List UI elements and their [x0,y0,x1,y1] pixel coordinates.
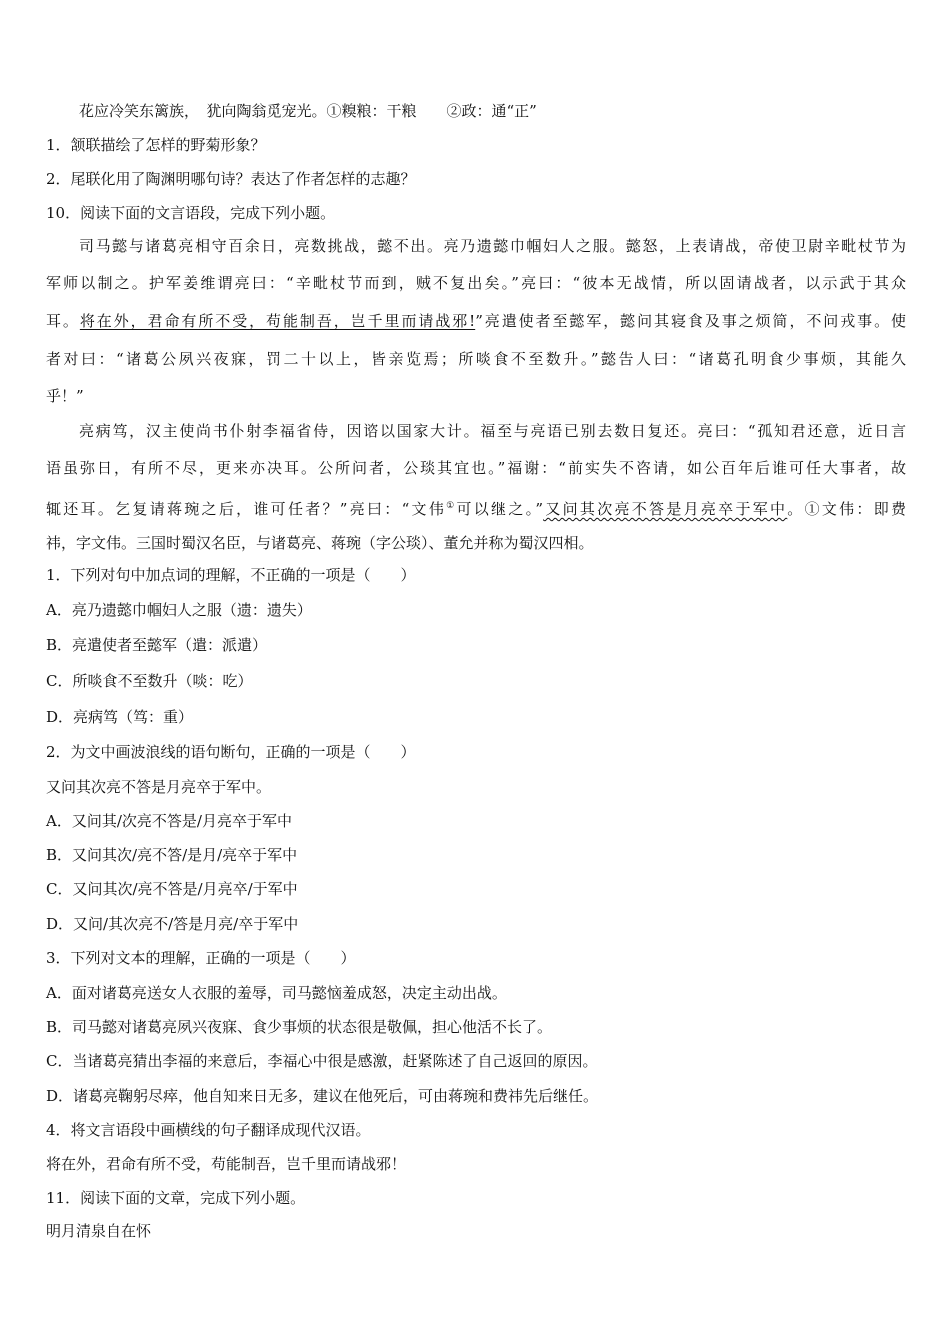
q11-heading: 11．阅读下面的文章，完成下列小题。 [46,1189,306,1207]
footnote-text: 。①文伟：即费 [787,500,906,518]
passage-text: 辄还耳。乞复请蒋琬之后，谁可任者？”亮曰：“文伟 [46,500,447,518]
passage-p2-line4: 祎，字文伟。三国时蜀汉名臣，与诸葛亮、蒋琬（字公琰）、董允并称为蜀汉四相。 [46,534,594,552]
q10-sub2-option-a: A．又问其/次亮不答是/月亮卒于军中 [46,812,292,830]
passage-p2-line2: 语虽弥日，有所不尽，更来亦决耳。公所问者，公琰其宜也。”福谢：“前实失不咨请，如公百年后谁可任大事者，故 [46,459,906,477]
poem-verse: 花应冷笑东篱族， 犹向陶翁觅宠光。 [79,102,327,120]
q10-sub1-option-c: C．所啖食不至数升（啖：吃） [46,672,253,690]
q10-sub2-sentence: 又问其次亮不答是月亮卒于军中。 [46,778,272,796]
q10-sub1-option-d: D．亮病笃（笃：重） [46,708,194,726]
passage-p1-line4: 者对曰：“诸葛公夙兴夜寐，罚二十以上，皆亲览焉；所啖食不至数升。”懿告人曰：“诸葛孔明食少事烦，其能久 [46,350,906,368]
passage-text: ”亮遣使者至懿军，懿问其寝食及事之烦简，不问戎事。使 [475,312,906,330]
passage-p2-line3 [46,495,906,520]
wavy-underlined-sentence: 又问其次亮不答是月亮卒于军中 [543,500,788,518]
passage-p1-line2: 军师以制之。护军姜维谓亮曰：“辛毗杖节而到，贼不复出矣。”亮曰：“彼本无战情，所以固请战者，以示武于其众 [46,274,906,292]
q10-sub4-sentence: 将在外，君命有所不受，苟能制吾，岂千里而请战邪！ [46,1155,407,1173]
q10-sub3-option-c: C．当诸葛亮猜出李福的来意后，李福心中很是感激，赶紧陈述了自己返回的原因。 [46,1052,598,1070]
q10-sub1-stem: 1．下列对句中加点词的理解，不正确的一项是（ ） [46,566,416,584]
q10-sub2-option-d: D．又问/其次亮不/答是月亮/卒于军中 [46,915,299,933]
passage-p1-line3 [46,310,906,332]
passage-text: 可以继之。” [456,500,544,518]
underlined-sentence: 将在外，君命有所不受，苟能制吾，岂千里而请战邪! [79,312,476,330]
q10-sub1-option-b: B．亮遣使者至懿军（遣：派遣） [46,636,268,654]
passage-p1-line5: 乎！” [46,387,84,405]
q10-sub3-option-a: A．面对诸葛亮送女人衣服的羞辱，司马懿恼羞成怒，决定主动出战。 [46,984,507,1002]
q10-sub2-option-b: B．又问其次/亮不答/是月/亮卒于军中 [46,846,298,864]
poem-last-line [79,100,906,122]
q9-sub2: 2．尾联化用了陶渊明哪句诗？表达了作者怎样的志趣？ [46,170,416,188]
passage-p2-line1: 亮病笃，汉主使尚书仆射李福省侍，因谘以国家大计。福至与亮语已别去数日复还。亮曰：“孤知君还意，近日言 [79,422,906,440]
q11-article-title: 明月清泉自在怀 [46,1222,152,1240]
q10-sub2-option-c: C．又问其次/亮不答是/月亮卒/于军中 [46,880,298,898]
q10-heading: 10．阅读下面的文言语段，完成下列小题。 [46,204,336,222]
q10-sub3-option-b: B．司马懿对诸葛亮夙兴夜寐、食少事烦的状态很是敬佩，担心他活不长了。 [46,1018,553,1036]
q10-sub3-stem: 3．下列对文本的理解，正确的一项是（ ） [46,949,356,967]
footnote-marker: ① [446,501,457,511]
q10-sub2-stem: 2．为文中画波浪线的语句断句，正确的一项是（ ） [46,743,416,761]
q9-sub1: 1．颔联描绘了怎样的野菊形象？ [46,136,266,154]
passage-text: 耳。 [46,312,80,330]
passage-p1-line1: 司马懿与诸葛亮相守百余日，亮数挑战，懿不出。亮乃遗懿巾帼妇人之服。懿怒，上表请战，帝使卫尉辛毗杖节为 [79,237,906,255]
poem-notes: ①糗粮：干粮 ②政：通“正” [326,102,537,120]
q10-sub1-option-a: A．亮乃遗懿巾帼妇人之服（遗：遗失） [46,601,312,619]
q10-sub4-stem: 4．将文言语段中画横线的句子翻译成现代汉语。 [46,1121,371,1139]
q10-sub3-option-d: D．诸葛亮鞠躬尽瘁，他自知来日无多，建议在他死后，可由蒋琬和费祎先后继任。 [46,1087,599,1105]
